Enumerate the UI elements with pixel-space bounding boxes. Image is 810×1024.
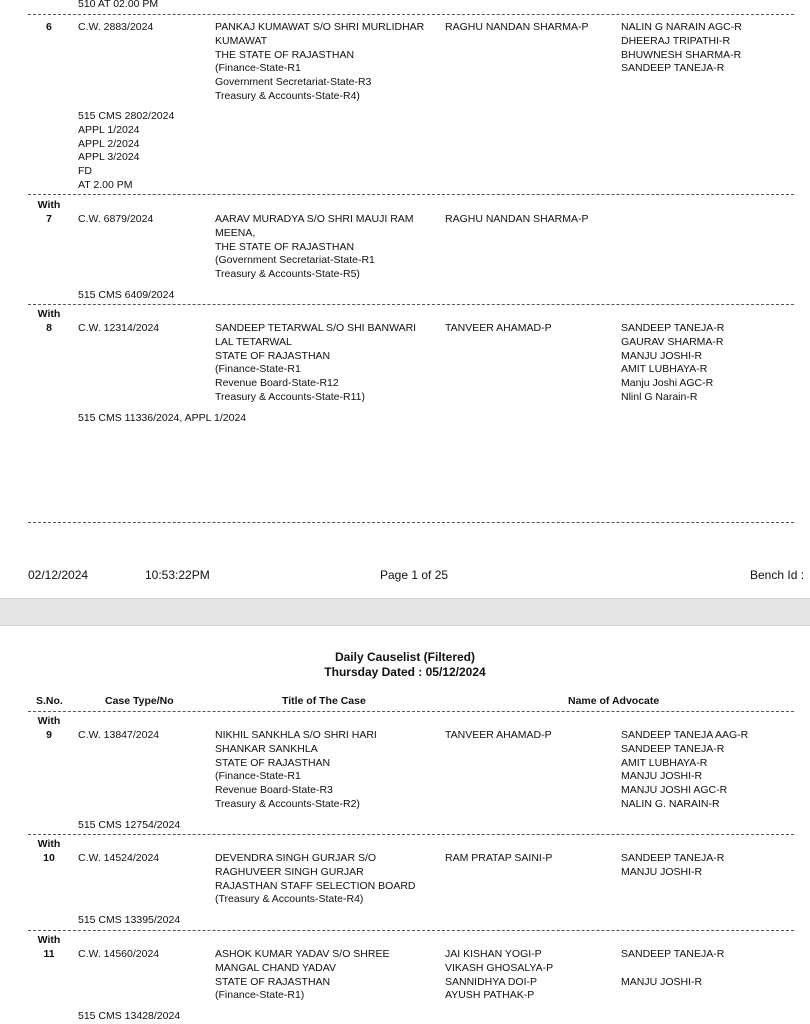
case-notes: [78, 289, 174, 303]
title-line: LAL TETARWAL: [215, 335, 292, 348]
serial-cell: [34, 308, 64, 336]
title-line: (Finance-State-R1): [215, 989, 305, 1002]
with-label: With: [37, 715, 61, 727]
advocate-name: MANJU JOSHI-R: [621, 770, 703, 783]
serial-number: 11: [43, 947, 55, 960]
advocate-name: RAGHU NANDAN SHARMA-P: [445, 213, 589, 225]
serial-number: 10: [43, 851, 55, 864]
advocate-name: Manju Joshi AGC-R: [621, 377, 714, 390]
title-line: STATE OF RAJASTHAN: [215, 349, 331, 362]
advocate-name: SANDEEP TANEJA-R: [621, 852, 725, 864]
advocate-name: JAI KISHAN YOGI-P: [445, 948, 542, 960]
advocate-name: SANDEEP TANEJA-R: [621, 948, 725, 960]
note-line: AT 2.00 PM: [78, 178, 133, 191]
footer-page-number: Page 1 of 25: [380, 568, 449, 582]
title-line: (Finance-State-R1: [215, 62, 301, 75]
advocate-name: GAURAV SHARMA-R: [621, 335, 724, 348]
title-line: Treasury & Accounts-State-R5): [215, 268, 360, 281]
title-line: DEVENDRA SINGH GURJAR S/O: [215, 852, 377, 864]
advocate-name: MANJU JOSHI-R: [621, 975, 703, 988]
note-line: 515 CMS 6409/2024: [78, 289, 175, 301]
advocate-name: MANJU JOSHI-R: [621, 349, 703, 362]
advocate-name: RAM PRATAP SAINI-P: [445, 852, 553, 864]
case-number: C.W. 14524/2024: [78, 852, 160, 864]
title-line: PANKAJ KUMAWAT S/O SHRI MURLIDHAR: [215, 21, 425, 33]
advocate-name: AMIT LUBHAYA-R: [621, 756, 708, 769]
header-case-type: Case Type/No: [105, 695, 174, 707]
petitioner-advocates: [445, 729, 552, 743]
case-notes: [78, 819, 180, 833]
serial-cell: [34, 934, 64, 962]
case-notes: [78, 110, 174, 193]
respondent-advocates: [621, 729, 748, 812]
respondent-advocates: [621, 948, 724, 989]
note-line: APPL 1/2024: [78, 123, 140, 136]
title-line: Treasury & Accounts-State-R4): [215, 89, 360, 102]
footer-bench-id: Bench Id :: [750, 568, 805, 582]
title-line: (Government Secretariat-State-R1: [215, 254, 375, 267]
advocate-name: SANDEEP TANEJA-R: [621, 322, 725, 334]
petitioner-advocates: [445, 852, 552, 866]
title-line: MEENA,: [215, 226, 256, 239]
case-number: C.W. 14560/2024: [78, 948, 160, 960]
advocate-name: SANNIDHYA DOI-P: [445, 975, 537, 988]
row-separator: [28, 930, 794, 931]
note-line: 515 CMS 2802/2024: [78, 110, 175, 122]
respondent-advocates: [621, 21, 742, 76]
advocate-name: RAGHU NANDAN SHARMA-P: [445, 21, 589, 33]
petitioner-advocates: [445, 948, 553, 1003]
title-line: Revenue Board-State-R3: [215, 784, 333, 797]
serial-number: 7: [46, 212, 52, 225]
title-line: STATE OF RAJASTHAN: [215, 756, 331, 769]
header-sno: S.No.: [36, 695, 63, 707]
note-line: 515 CMS 11336/2024, APPL 1/2024: [78, 412, 247, 424]
title-line: Treasury & Accounts-State-R11): [215, 390, 365, 403]
serial-cell: [34, 838, 64, 866]
causelist-title: Daily Causelist (Filtered): [334, 650, 476, 664]
advocate-name: MANJU JOSHI-R: [621, 865, 703, 878]
respondent-advocates: [621, 852, 724, 880]
advocate-name: DHEERAJ TRIPATHI-R: [621, 34, 731, 47]
title-line: SANDEEP TETARWAL S/O SHI BANWARI: [215, 322, 417, 334]
footer-date: 02/12/2024: [28, 568, 89, 582]
title-line: SHANKAR SANKHLA: [215, 742, 318, 755]
row-separator: [28, 14, 794, 15]
advocate-name: NALIN G NARAIN AGC-R: [621, 21, 742, 33]
with-label: With: [37, 838, 61, 850]
case-title: [215, 21, 424, 104]
advocate-name: TANVEER AHAMAD-P: [445, 322, 552, 334]
row-separator: [28, 834, 794, 835]
case-number: C.W. 2883/2024: [78, 21, 154, 33]
with-label: With: [37, 934, 61, 946]
row-separator: [28, 304, 794, 305]
advocate-name: AMIT LUBHAYA-R: [621, 363, 708, 376]
case-title: [215, 852, 416, 907]
with-label: With: [37, 199, 61, 211]
note-line: APPL 2/2024: [78, 137, 140, 150]
page-break: [0, 598, 810, 626]
case-notes: [78, 914, 180, 928]
title-line: NIKHIL SANKHLA S/O SHRI HARI: [215, 729, 377, 741]
title-line: MANGAL CHAND YADAV: [215, 961, 336, 974]
header-advocate: Name of Advocate: [568, 695, 660, 707]
advocate-name: SANDEEP TANEJA AAG-R: [621, 729, 749, 741]
case-number: C.W. 13847/2024: [78, 729, 160, 741]
title-line: (Treasury & Accounts-State-R4): [215, 893, 364, 906]
serial-number: 9: [46, 728, 52, 741]
title-line: RAGHUVEER SINGH GURJAR: [215, 865, 364, 878]
footer-time: 10:53:22PM: [145, 568, 210, 582]
title-line: RAJASTHAN STAFF SELECTION BOARD: [215, 879, 416, 892]
case-title: [215, 948, 389, 1003]
title-line: (Finance-State-R1: [215, 770, 301, 783]
petitioner-advocates: [445, 322, 552, 336]
row-separator: [28, 711, 794, 712]
serial-cell: [34, 715, 64, 743]
advocate-name: SANDEEP TANEJA-R: [621, 62, 725, 75]
note-line: FD: [78, 165, 92, 178]
title-line: THE STATE OF RAJASTHAN: [215, 48, 355, 61]
advocate-name: VIKASH GHOSALYA-P: [445, 961, 554, 974]
advocate-name: MANJU JOSHI AGC-R: [621, 784, 728, 797]
note-line: 515 CMS 12754/2024: [78, 819, 181, 831]
advocate-name: [621, 962, 724, 976]
title-line: Revenue Board-State-R12: [215, 377, 339, 390]
causelist-date: Thursday Dated : 05/12/2024: [324, 665, 486, 679]
case-title: [215, 322, 416, 405]
petitioner-advocates: [445, 21, 589, 35]
note-line: APPL 3/2024: [78, 151, 140, 164]
with-label: With: [37, 308, 61, 320]
header-title: Title of The Case: [282, 695, 366, 707]
note-line: 515 CMS 13428/2024: [78, 1010, 181, 1022]
serial-number: 6: [46, 21, 52, 33]
row-separator: [28, 522, 794, 523]
serial-cell: [34, 199, 64, 227]
title-line: STATE OF RAJASTHAN: [215, 975, 331, 988]
advocate-name: AYUSH PATHAK-P: [445, 989, 535, 1002]
advocate-name: SANDEEP TANEJA-R: [621, 742, 725, 755]
advocate-name: BHUWNESH SHARMA-R: [621, 48, 742, 61]
title-line: KUMAWAT: [215, 34, 268, 47]
case-title: [215, 729, 377, 812]
top-note: 510 AT 02.00 PM: [78, 0, 159, 10]
respondent-advocates: [621, 322, 724, 405]
advocate-name: NALIN G. NARAIN-R: [621, 797, 720, 810]
advocate-name: TANVEER AHAMAD-P: [445, 729, 552, 741]
note-line: 515 CMS 13395/2024: [78, 914, 181, 926]
title-line: THE STATE OF RAJASTHAN: [215, 240, 355, 253]
case-number: C.W. 6879/2024: [78, 213, 154, 225]
title-line: Treasury & Accounts-State-R2): [215, 797, 360, 810]
title-line: (Finance-State-R1: [215, 363, 301, 376]
case-number: C.W. 12314/2024: [78, 322, 160, 334]
case-notes: [78, 412, 246, 426]
serial-number: 8: [46, 321, 52, 334]
case-title: [215, 213, 414, 282]
title-line: Government Secretariat-State-R3: [215, 76, 372, 89]
title-line: AARAV MURADYA S/O SHRI MAUJI RAM: [215, 213, 414, 225]
advocate-name: Nlinl G Narain-R: [621, 390, 698, 403]
case-notes: [78, 1010, 180, 1024]
title-line: ASHOK KUMAR YADAV S/O SHREE: [215, 948, 390, 960]
row-separator: [28, 194, 794, 195]
petitioner-advocates: [445, 213, 589, 227]
